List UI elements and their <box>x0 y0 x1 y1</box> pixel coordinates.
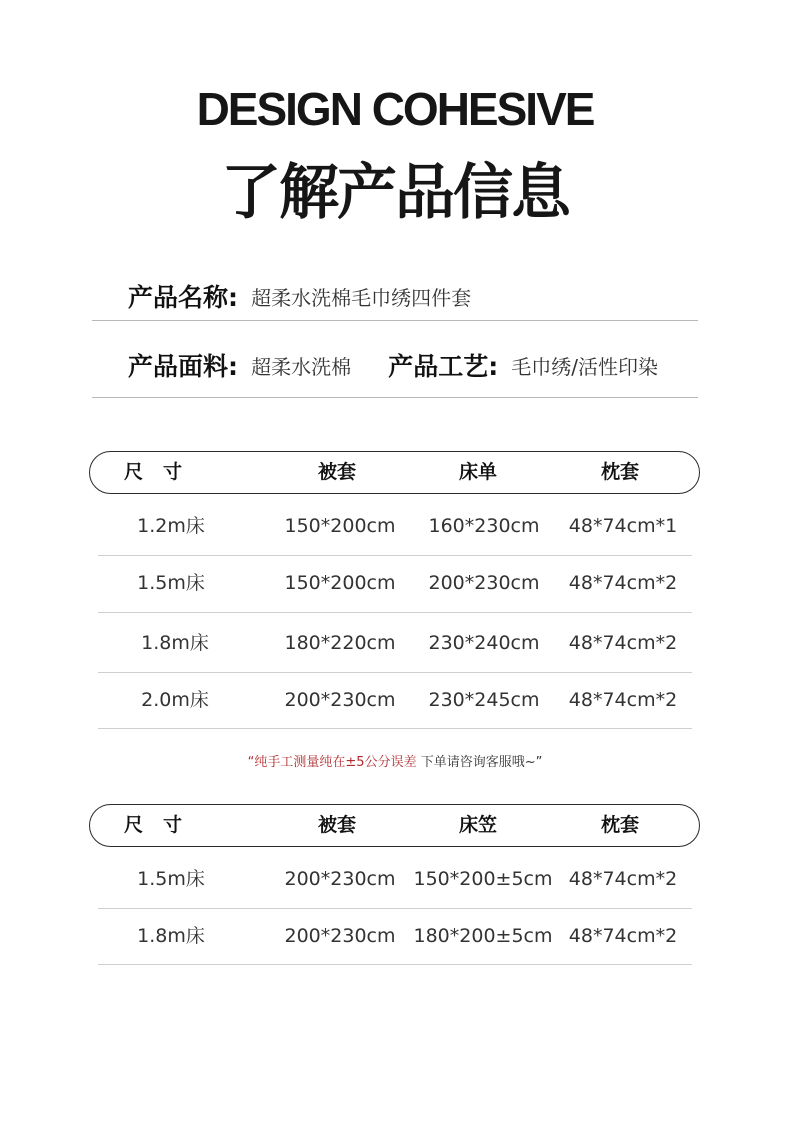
size-cell: 1.5m床 <box>137 572 205 594</box>
duvet-cell: 200*230cm <box>284 868 396 890</box>
product-craft-value: 毛巾绣/活性印染 <box>511 354 659 379</box>
note-open-quote: “ <box>247 755 255 770</box>
duvet-cell: 200*230cm <box>284 925 396 947</box>
header-pillowcase: 枕套 <box>600 461 639 483</box>
sheet-cell: 200*230cm <box>428 572 540 594</box>
fitted-sheet-cell: 150*200±5cm <box>413 868 553 890</box>
product-fabric-label: 产品面料: <box>128 352 238 381</box>
pillowcase-cell: 48*74cm*2 <box>568 925 678 947</box>
header-size: 尺寸 <box>124 461 203 483</box>
size-table-header <box>89 804 700 847</box>
size-cell: 1.8m床 <box>141 632 209 654</box>
table-row <box>98 851 692 909</box>
pillowcase-cell: 48*74cm*2 <box>568 689 678 711</box>
note-warning-text: 纯手工测量纯在±5公分误差 <box>254 755 417 770</box>
pillowcase-cell: 48*74cm*2 <box>568 868 678 890</box>
fitted-sheet-cell: 180*200±5cm <box>413 925 553 947</box>
note-contact-text: 下单请咨询客服哦~” <box>416 755 543 770</box>
table-row <box>98 673 692 729</box>
header-sheet: 床单 <box>458 461 497 483</box>
product-fabric-value: 超柔水洗棉 <box>251 354 352 379</box>
header-size: 尺寸 <box>124 814 203 836</box>
pillowcase-cell: 48*74cm*2 <box>568 632 678 654</box>
divider <box>92 397 698 398</box>
divider <box>92 320 698 321</box>
header-duvet: 被套 <box>317 814 356 836</box>
header-duvet: 被套 <box>317 461 356 483</box>
table-row <box>98 555 692 613</box>
size-cell: 2.0m床 <box>141 689 209 711</box>
title-english: DESIGN COHESIVE <box>196 83 594 135</box>
header-pillowcase: 枕套 <box>600 814 639 836</box>
duvet-cell: 180*220cm <box>284 632 396 654</box>
table-row <box>98 908 692 965</box>
product-fabric-craft-row <box>128 347 658 383</box>
size-cell: 1.5m床 <box>137 868 205 890</box>
product-name-value: 超柔水洗棉毛巾绣四件套 <box>251 285 472 310</box>
duvet-cell: 150*200cm <box>284 572 396 594</box>
header-fitted-sheet: 床笠 <box>458 814 497 836</box>
table-row <box>98 498 692 556</box>
product-name-row <box>128 278 471 314</box>
sheet-cell: 230*240cm <box>428 632 540 654</box>
sheet-cell: 230*245cm <box>428 689 540 711</box>
size-cell: 1.2m床 <box>137 515 205 537</box>
pillowcase-cell: 48*74cm*1 <box>568 515 678 537</box>
product-name-label: 产品名称: <box>128 283 238 312</box>
table-row <box>98 614 692 673</box>
title-chinese: 了解产品信息 <box>221 158 569 228</box>
size-table-header <box>89 451 700 494</box>
pillowcase-cell: 48*74cm*2 <box>568 572 678 594</box>
duvet-cell: 150*200cm <box>284 515 396 537</box>
measurement-note <box>0 751 790 770</box>
size-cell: 1.8m床 <box>137 925 205 947</box>
product-craft-label: 产品工艺: <box>388 352 499 381</box>
sheet-cell: 160*230cm <box>428 515 540 537</box>
duvet-cell: 200*230cm <box>284 689 396 711</box>
